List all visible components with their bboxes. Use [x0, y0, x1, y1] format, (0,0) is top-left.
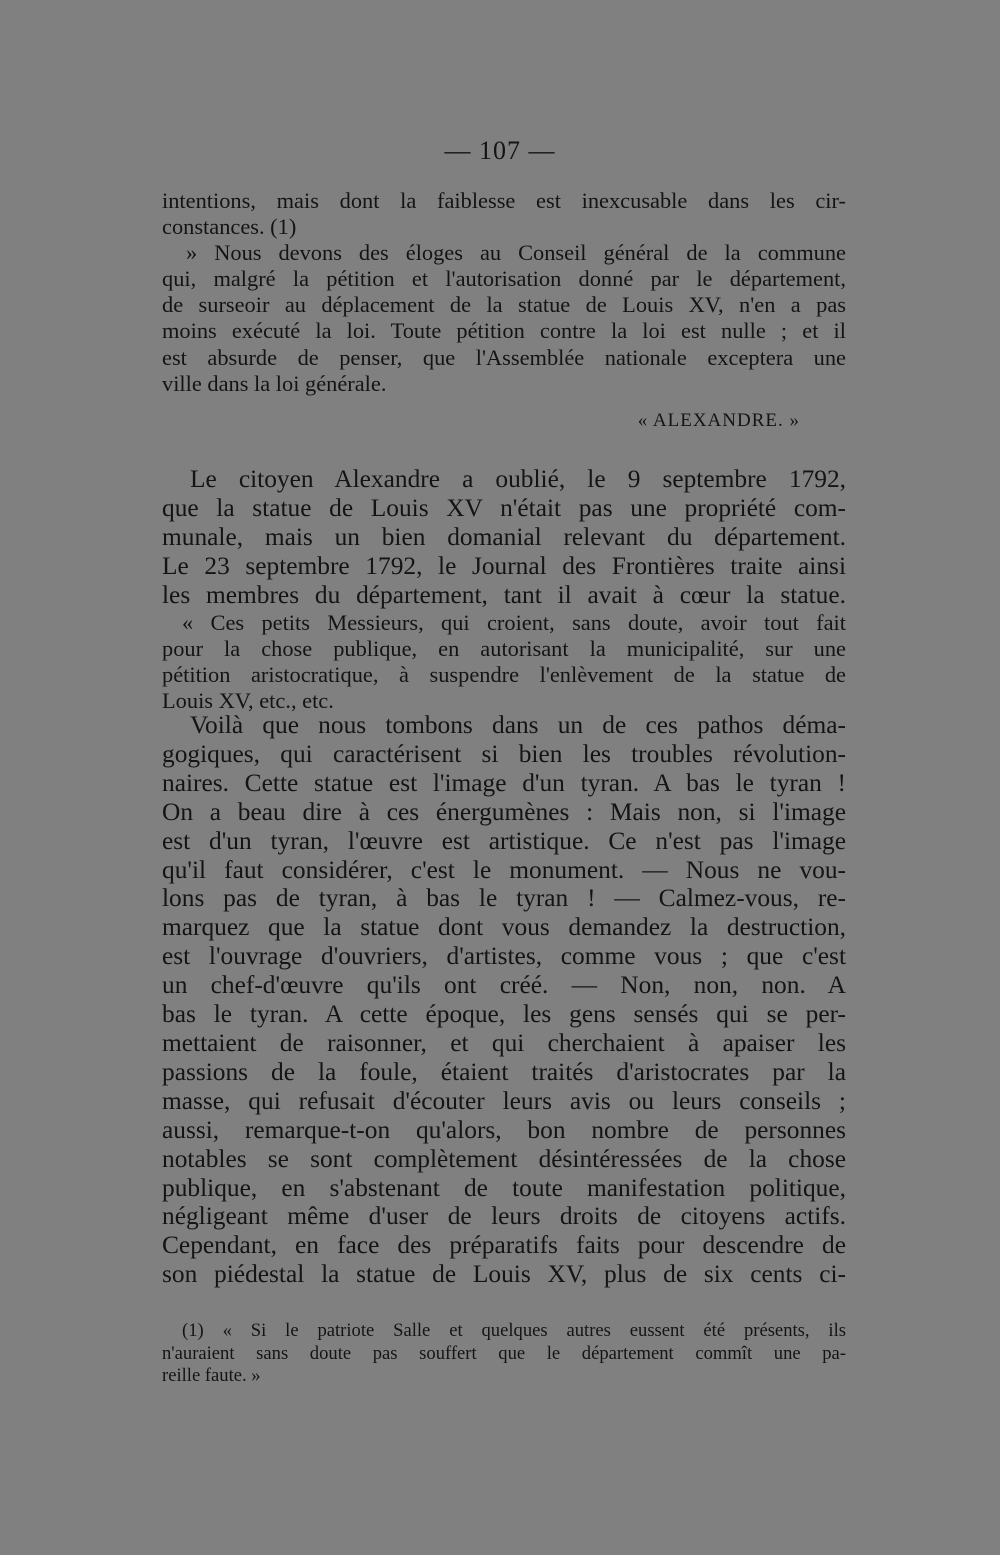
text-line: les membres du département, tant il avait à cœur la statue. [162, 581, 846, 609]
page-number: — 107 — [444, 136, 556, 165]
text-line: un chef-d'œuvre qu'ils ont créé. — Non, non, non. A [162, 971, 846, 1000]
text-line: Le 23 septembre 1792, le Journal des Frontières traite ainsi [162, 552, 846, 580]
text-line: moins exécuté la loi. Toute pétition contre la loi est nulle ; et il [162, 318, 846, 344]
text-line: munale, mais un bien domanial relevant du département. [162, 523, 846, 551]
text-line: lons pas de tyran, à bas le tyran ! — Calmez-vous, re- [162, 884, 846, 913]
footnote [162, 1320, 846, 1388]
paragraph [162, 711, 846, 1289]
text-line: notables se sont complètement désintéressées de la chose [162, 1144, 846, 1173]
text-line: de surseoir au déplacement de la statue de Louis XV, n'en a pas [162, 292, 846, 318]
text-line: publique, en s'abstenant de toute manifestation politique, [162, 1173, 846, 1202]
text-line: pétition aristocratique, à suspendre l'enlèvement de la statue de [162, 662, 846, 688]
text-line: qui, malgré la pétition et l'autorisation donné par le département, [162, 266, 846, 292]
text-line: négligeant même d'user de leurs droits de citoyens actifs. [162, 1202, 846, 1231]
journal-citation [162, 610, 846, 714]
text-line: son piédestal la statue de Louis XV, plus de six cents ci- [162, 1260, 846, 1289]
text-line: » Nous devons des éloges au Conseil général de la commune [186, 240, 846, 266]
text-line: « Ces petits Messieurs, qui croient, sans doute, avoir tout fait [182, 610, 846, 635]
text-line: aussi, remarque-t-on qu'alors, bon nombre de personnes [162, 1115, 846, 1144]
paragraph [162, 465, 846, 610]
text-line: constances. (1) [162, 214, 297, 240]
text-line: marquez que la statue dont vous demandez la destruction, [162, 913, 846, 942]
text-line: mettaient de raisonner, et qui cherchaient à apaiser les [162, 1028, 846, 1057]
text-line: masse, qui refusait d'écouter leurs avis ou leurs conseils ; [162, 1086, 846, 1115]
text-line: (1) « Si le patriote Salle et quelques autres eussent été présents, ils [182, 1320, 846, 1341]
text-line: gogiques, qui caractérisent si bien les troubles révolution- [162, 739, 846, 768]
text-line: naires. Cette statue est l'image d'un tyran. A bas le tyran ! [162, 768, 846, 797]
text-line: n'auraient sans doute pas souffert que le département commît une pa- [162, 1342, 846, 1364]
text-line: Louis XV, etc., etc. [162, 688, 334, 714]
text-line: Cependant, en face des préparatifs faits pour descendre de [162, 1231, 846, 1260]
quoted-letter [162, 188, 846, 397]
text-line: pour la chose publique, en autorisant la municipalité, sur une [162, 636, 846, 662]
text-line: est d'un tyran, l'œuvre est artistique. Ce n'est pas l'image [162, 826, 846, 855]
text-line: reille faute. » [162, 1365, 261, 1386]
text-line: bas le tyran. A cette époque, les gens sensés qui se per- [162, 1000, 846, 1029]
text-line: ville dans la loi générale. [162, 370, 387, 396]
text-line: Voilà que nous tombons dans un de ces pathos déma- [190, 711, 846, 739]
text-line: Le citoyen Alexandre a oublié, le 9 septembre 1792, [190, 465, 846, 493]
signature: « ALEXANDRE. » [637, 410, 800, 431]
text-line: passions de la foule, étaient traités d'aristocrates par la [162, 1057, 846, 1086]
text-line: est l'ouvrage d'ouvriers, d'artistes, comme vous ; que c'est [162, 942, 846, 971]
text-line: que la statue de Louis XV n'était pas une propriété com- [162, 494, 846, 522]
text-line: On a beau dire à ces énergumènes : Mais non, si l'image [162, 797, 846, 826]
text-line: qu'il faut considérer, c'est le monument. — Nous ne vou- [162, 855, 846, 884]
text-line: intentions, mais dont la faiblesse est inexcusable dans les cir- [162, 188, 846, 213]
text-line: est absurde de penser, que l'Assemblée nationale exceptera une [162, 344, 846, 370]
